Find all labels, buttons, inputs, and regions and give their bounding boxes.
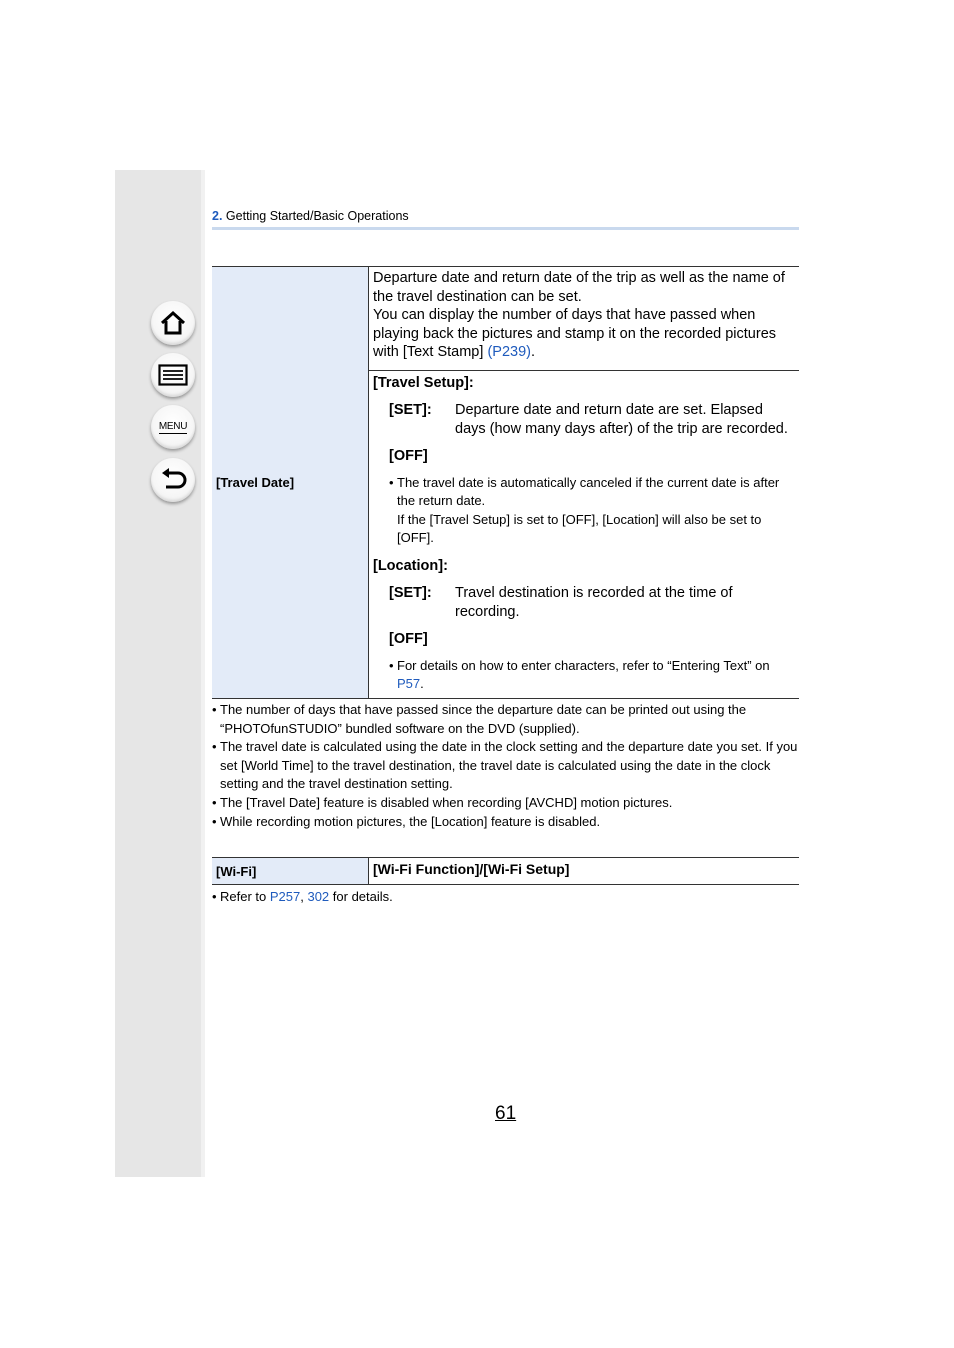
- bullet: •: [212, 702, 217, 717]
- note-text: The [Travel Date] feature is disabled when recording [AVCHD] motion pictures.: [220, 794, 673, 810]
- page-number[interactable]: 61: [495, 1103, 517, 1124]
- refer-text: Refer to: [220, 889, 270, 904]
- travel-setup-heading: [Travel Setup]:: [373, 374, 474, 391]
- bullet: •: [212, 794, 217, 810]
- refer-sep: ,: [300, 889, 308, 904]
- travel-date-description-text: Departure date and return date of the trip as well as the name of the travel destination can be set. You can display the number of days that have passed when playing back the pictures and stamp it on the recorded pictures with [Text Stamp]: [373, 270, 785, 360]
- note-text: The number of days that have passed since the departure date can be printed out using the “PHOTOfunSTUDIO” bundled software on the DVD (supplied).: [220, 702, 747, 736]
- travel-date-options: [369, 370, 800, 698]
- option-value: Travel destination is recorded at the time of recording.: [455, 585, 733, 620]
- menu-button[interactable]: [151, 405, 195, 449]
- option-key: [SET]:: [389, 402, 432, 418]
- back-button[interactable]: [151, 458, 195, 502]
- note-line: If the [Travel Setup] is set to [OFF], [Location] will also be set to [OFF].: [397, 511, 762, 545]
- bullet: •: [212, 739, 217, 755]
- bullet: •: [389, 657, 394, 673]
- location-set-option: [389, 584, 795, 621]
- wifi-table: [212, 857, 799, 885]
- note-line: For details on how to enter characters, refer to “Entering Text” on: [397, 657, 770, 673]
- chapter-header: [212, 209, 409, 223]
- description-end: .: [530, 344, 535, 360]
- refer-end: for details.: [329, 889, 393, 904]
- p302-link[interactable]: 302: [307, 889, 330, 904]
- option-key: [OFF]: [389, 631, 428, 647]
- wifi-reference: [212, 888, 393, 907]
- list-item: [212, 738, 802, 794]
- contents-button[interactable]: [151, 353, 195, 397]
- reference-text: [220, 888, 393, 907]
- home-icon: [159, 310, 187, 336]
- list-item: [212, 813, 802, 832]
- option-key: [SET]:: [389, 585, 432, 601]
- travel-date-table: [212, 266, 799, 699]
- list-item: [212, 701, 802, 738]
- wifi-value: [Wi-Fi Function]/[Wi-Fi Setup]: [369, 858, 800, 885]
- location-note: [389, 657, 795, 694]
- p257-link[interactable]: P257: [269, 889, 301, 904]
- list-item: [212, 794, 802, 813]
- option-key: [OFF]: [389, 448, 428, 464]
- travel-setup-note: [389, 474, 795, 548]
- menu-label: MENU: [158, 420, 188, 432]
- travel-date-description: [369, 267, 800, 371]
- chapter-title: Getting Started/Basic Operations: [225, 209, 409, 223]
- location-off-option: [389, 630, 795, 649]
- note-text: [397, 474, 795, 548]
- note-text: The travel date is calculated using the date in the clock setting and the departure date you set. If you set [World Time] to the travel destination, the travel date is calculated using the date in the clock setting and the travel destination setting.: [220, 739, 798, 792]
- bullet: •: [212, 889, 217, 904]
- wifi-label: [Wi-Fi]: [212, 858, 369, 885]
- list-icon: [158, 364, 188, 386]
- header-rule: [212, 227, 799, 230]
- travel-date-notes: [212, 701, 802, 831]
- sidebar-edge: [201, 170, 205, 1177]
- location-heading: [Location]:: [373, 557, 448, 574]
- entering-text-link[interactable]: P57: [397, 676, 421, 691]
- chapter-number: 2.: [212, 209, 223, 223]
- note-text: While recording motion pictures, the [Location] feature is disabled.: [220, 813, 601, 829]
- note-end: .: [420, 676, 424, 691]
- travel-date-label: [Travel Date]: [212, 267, 369, 699]
- option-value: Departure date and return date are set. Elapsed days (how many days after) of the trip are recorded.: [455, 402, 788, 437]
- bullet: •: [212, 813, 217, 829]
- bullet: •: [389, 474, 394, 490]
- text-stamp-link[interactable]: (P239): [487, 344, 531, 360]
- home-button[interactable]: [151, 301, 195, 345]
- note-line: The travel date is automatically canceled if the current date is after the return date.: [397, 474, 780, 508]
- note-text: [397, 657, 795, 694]
- travel-setup-set-option: [389, 401, 795, 438]
- back-arrow-icon: [159, 468, 187, 492]
- travel-setup-off-option: [389, 447, 795, 466]
